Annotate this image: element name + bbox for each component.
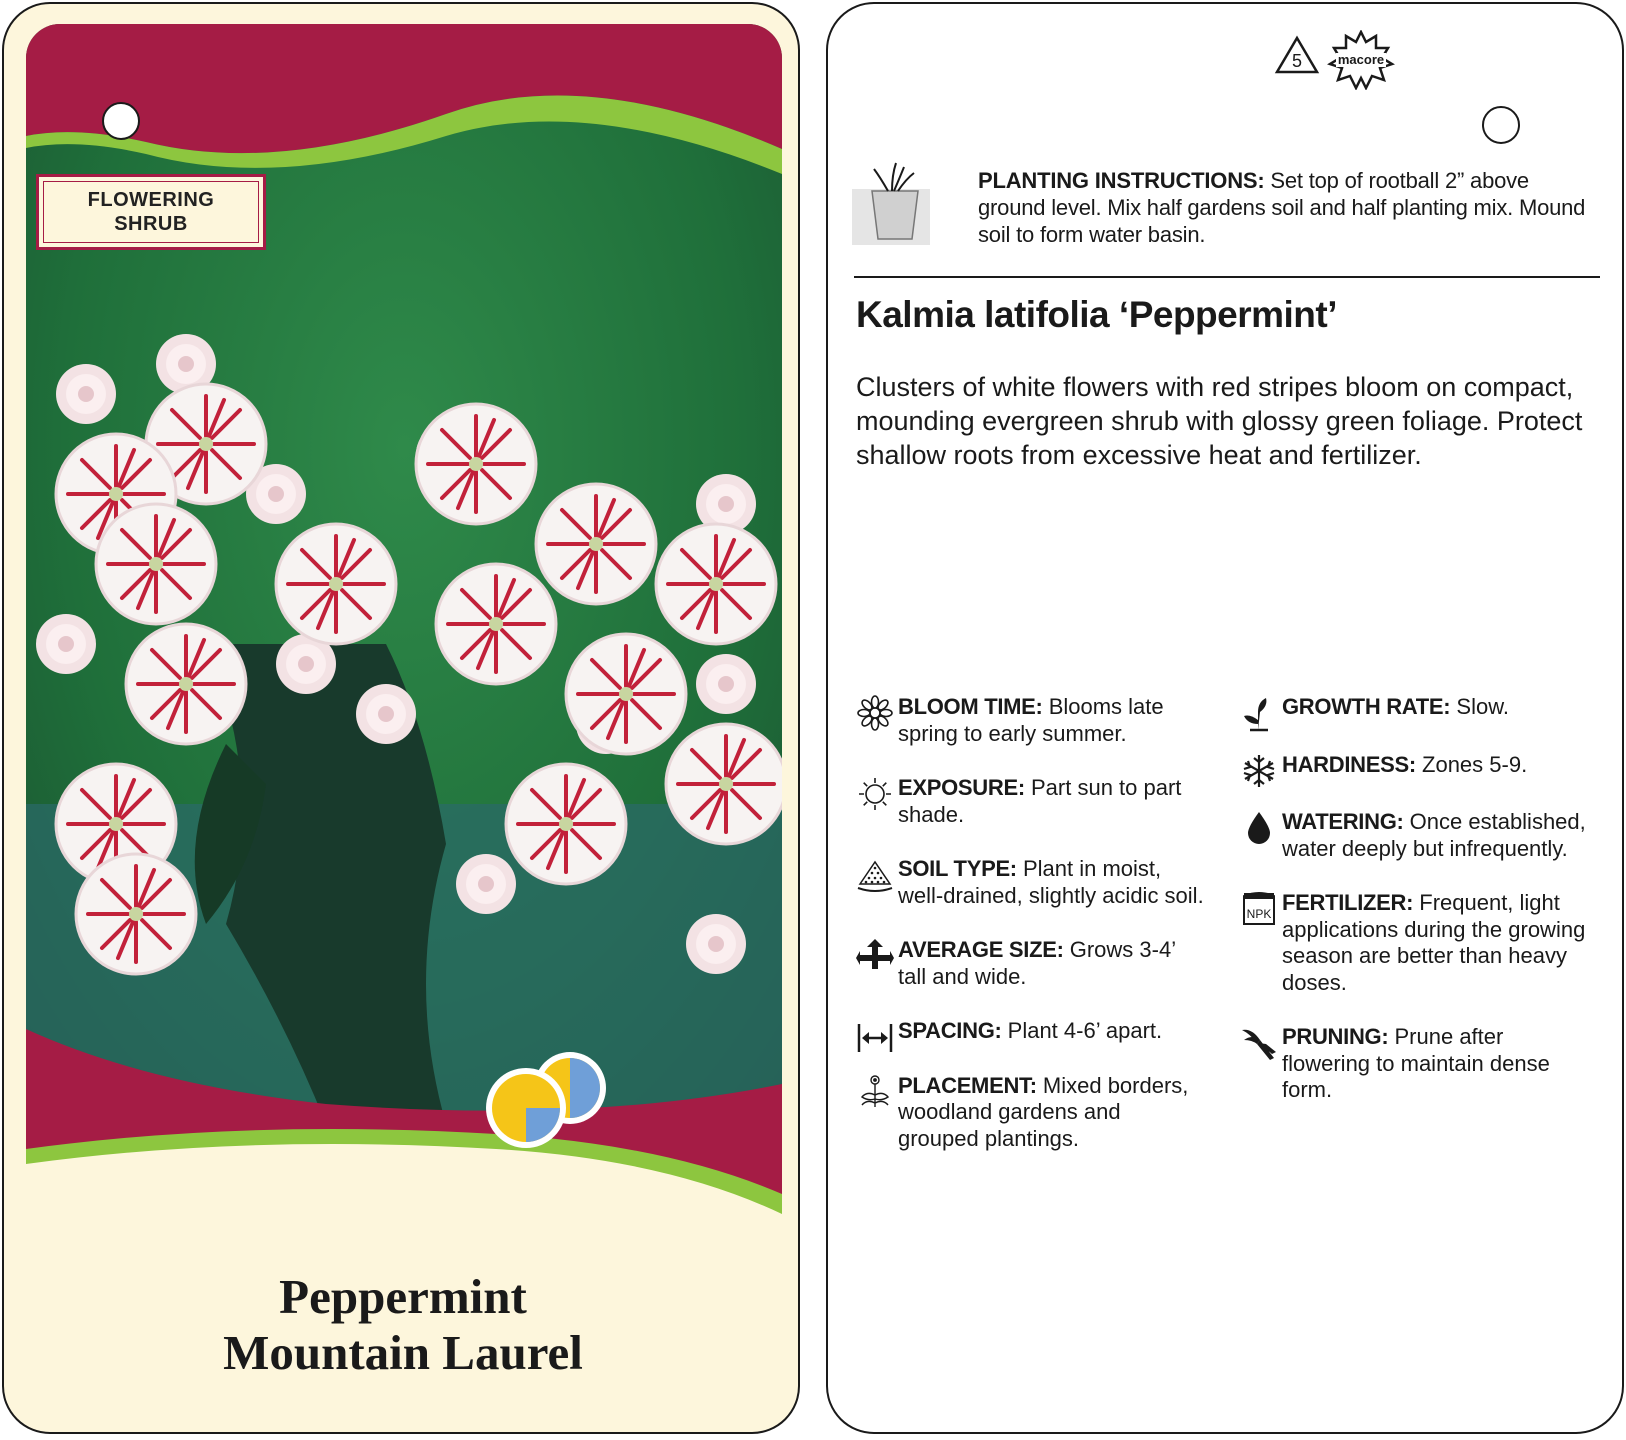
category-line-2: SHRUB (114, 213, 188, 235)
attr-label: PRUNING: (1282, 1024, 1389, 1049)
front-tag (2, 2, 800, 1434)
attr-label: WATERING: (1282, 809, 1404, 834)
size-icon (856, 937, 894, 975)
hang-hole (102, 102, 140, 140)
attr-label: GROWTH RATE: (1282, 694, 1451, 719)
botanical-name: Kalmia latifolia ‘Peppermint’ (856, 294, 1338, 335)
attr-value: Zones 5-9. (1415, 751, 1528, 777)
attr-value: Plant 4-6’ apart. (1001, 1018, 1163, 1043)
attr-label: AVERAGE SIZE: (898, 937, 1064, 962)
planting-text: Set top of rootball 2” above ground level. Mix half gardens soil and half planting mix. Mound soil to form water basin. (978, 168, 1586, 247)
attr-value: Grows 3-4’ tall and wide. (898, 937, 1176, 989)
attributes-left (856, 694, 1206, 1152)
attr-label: BLOOM TIME: (898, 694, 1043, 719)
attr-label: FERTILIZER: (1282, 890, 1414, 915)
attr-soil-type (856, 856, 1206, 909)
soil-icon (856, 856, 894, 894)
attr-spacing (856, 1018, 1206, 1045)
npk-icon (1240, 890, 1278, 928)
attr-value: Once established, water deeply but infrequently. (1282, 809, 1586, 861)
planting-label: PLANTING INSTRUCTIONS: (978, 168, 1265, 193)
back-tag (826, 2, 1624, 1434)
recycle-number: 5 (1291, 51, 1303, 71)
attr-value: Prune after flowering to maintain dense form. (1282, 1024, 1550, 1102)
macore-logo (1326, 30, 1396, 90)
attr-placement (856, 1073, 1206, 1153)
sun-icon (856, 775, 894, 813)
common-name (4, 1269, 800, 1381)
attr-growth-rate (1240, 694, 1590, 721)
attr-label: PLACEMENT: (898, 1072, 1037, 1098)
attr-label: SOIL TYPE: (898, 856, 1017, 881)
sprout-icon (1240, 694, 1278, 732)
attr-hardiness (1240, 752, 1590, 779)
recycle-icon (1273, 34, 1321, 78)
attr-pruning (1240, 1024, 1590, 1104)
divider (854, 276, 1600, 278)
plant-description: Clusters of white flowers with red stripes bloom on compact, mounding evergreen shrub with glossy green foliage. Protect shallow roots from excessive heat and fertilizer. (856, 372, 1583, 470)
attr-value: Slow. (1450, 694, 1509, 719)
attr-fertilizer (1240, 890, 1590, 996)
attr-label: HARDINESS: (1282, 751, 1416, 777)
common-name-line-1: Peppermint (279, 1269, 527, 1324)
attr-exposure (856, 775, 1206, 828)
attributes-right (1240, 694, 1590, 1104)
placement-icon (856, 1073, 894, 1111)
category-badge (36, 174, 266, 250)
attr-value: Part sun to part shade. (898, 775, 1182, 827)
hang-hole (1482, 106, 1520, 144)
attr-value: Plant in moist, well-drained, slightly acidic soil. (898, 856, 1204, 908)
pruner-icon (1240, 1024, 1278, 1062)
flower-icon (856, 694, 894, 732)
sun-exposure-icon (482, 1042, 622, 1152)
attr-average-size (856, 937, 1206, 990)
attr-value: Mixed borders, woodland gardens and grouped plantings. (898, 1072, 1189, 1151)
npk-text: NPK (1246, 907, 1272, 921)
attr-watering (1240, 809, 1590, 862)
attr-bloom-time (856, 694, 1206, 747)
water-drop-icon (1240, 809, 1278, 847)
pot-icon (852, 159, 932, 247)
attr-value: Blooms late spring to early summer. (898, 694, 1164, 746)
brand-logo-text: macore (1337, 52, 1385, 67)
common-name-line-2: Mountain Laurel (223, 1325, 583, 1380)
attr-label: EXPOSURE: (898, 775, 1025, 800)
category-line-1: FLOWERING (87, 189, 215, 211)
spacing-icon (856, 1018, 894, 1056)
snowflake-icon (1240, 752, 1278, 790)
attr-value: Frequent, light applications during the growing season are better than heavy doses. (1282, 890, 1586, 995)
attr-label: SPACING: (898, 1018, 1002, 1043)
